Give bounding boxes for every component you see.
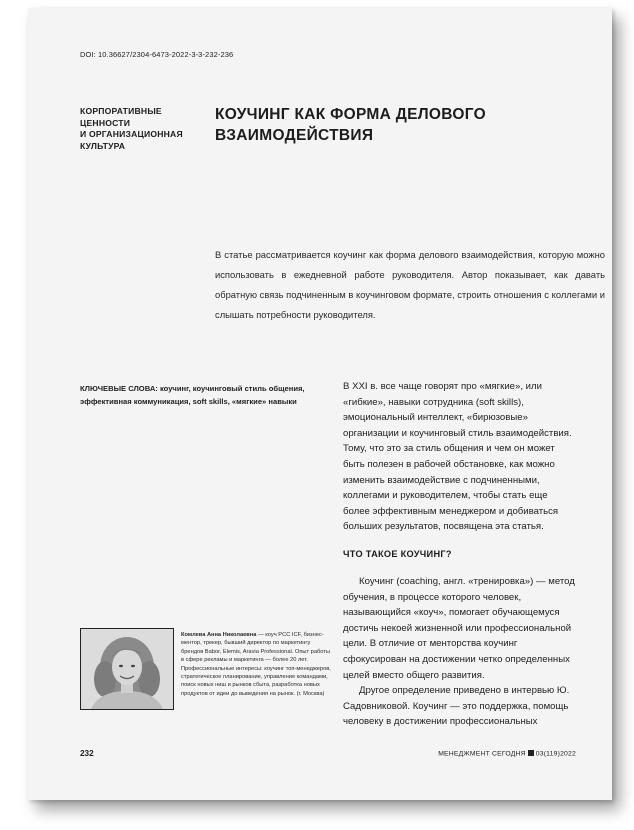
journal-footer (438, 750, 576, 758)
rubric-heading (80, 106, 200, 152)
rubric-line: ЦЕННОСТИ (80, 117, 131, 128)
section-heading: ЧТО ТАКОЕ КОУЧИНГ? (343, 549, 452, 559)
journal-name: МЕНЕДЖМЕНТ СЕГОДНЯ (438, 750, 526, 758)
keywords-text: коучинг, коучинговый стиль общения, эффективная коммуникация, soft skills, «мягкие» навыки (80, 384, 305, 406)
author-name: Комлева Анна Николаевна (181, 632, 257, 638)
title-line: ВЗАИМОДЕЙСТВИЯ (215, 127, 374, 144)
article-abstract: В статье рассматривается коучинг как форма делового взаимодействия, которую можно использовать в ежедневной работе руководителя. Автор показывает, как давать обратную связь подчиненным в коучинговом формате, строить отношения с коллегами и слышать потребности руководителя. (215, 249, 605, 320)
body-paragraph: Другое определение приведено в интервью Ю. Садовниковой. Коучинг — это поддержка, помощь человеку в достижении профессиональных (343, 685, 570, 728)
journal-page (28, 8, 612, 800)
title-line: КОУЧИНГ КАК ФОРМА ДЕЛОВОГО (215, 106, 486, 123)
doi-line: DOI: 10.36627/2304-6473-2022-3-3-232-236 (80, 50, 234, 59)
author-bio (181, 631, 333, 698)
keywords-block (80, 383, 320, 408)
body-text (343, 574, 576, 730)
body-paragraph: Коучинг (coaching, англ. «тренировка») — метод обучения, в процессе которого человек, называющийся «коуч», помогает обучающемуся достичь некоей жизненной или профессиональной цели. В отличие от менторства коучинг сфокусирован на достижении четко определенных целей вместо общего развития. (343, 576, 575, 681)
square-separator-icon (528, 750, 534, 756)
article-title (215, 104, 545, 146)
page-number: 232 (80, 749, 94, 758)
keywords-label: КЛЮЧЕВЫЕ СЛОВА: (80, 384, 158, 393)
intro-paragraph: В XXI в. все чаще говорят про «мягкие», или «гибкие», навыки сотрудника (soft skills), эмоциональный интеллект, «бирюзовые» организации и коучинговый стиль взаимодействия. Тому, что это за стиль общения и чем он может быть полезен в рабочей обстановке, как можно изменить взаимодействие с подчиненными, коллегами и руководителем, чтобы стать еще более эффективным менеджером и добиваться больших результатов, посвящена эта статья. (343, 381, 572, 533)
rubric-line: КОРПОРАТИВНЫЕ (80, 106, 162, 116)
rubric-line: КУЛЬТУРА (80, 140, 126, 151)
author-photo (80, 628, 174, 710)
journal-issue: 03(119)2022 (535, 750, 576, 758)
author-description: — коуч PCC ICF, бизнес-ментор, трекер, бывший директор по маркетингу брендов Babor, Elemis, Aravia Professional. Опыт работы в сфере рекламы и маркетинга — более 20 лет. Профессиональные интересы: коучинг топ-менеджеров, стратегическое планирование, управление командами, поиск новых ниш и рынков сбыта, разработка новых продуктов от идеи до выведения на рынок. (г. Москва) (181, 632, 331, 697)
rubric-line: И ОРГАНИЗАЦИОННАЯ (80, 129, 183, 139)
author-portrait-image (81, 629, 173, 709)
